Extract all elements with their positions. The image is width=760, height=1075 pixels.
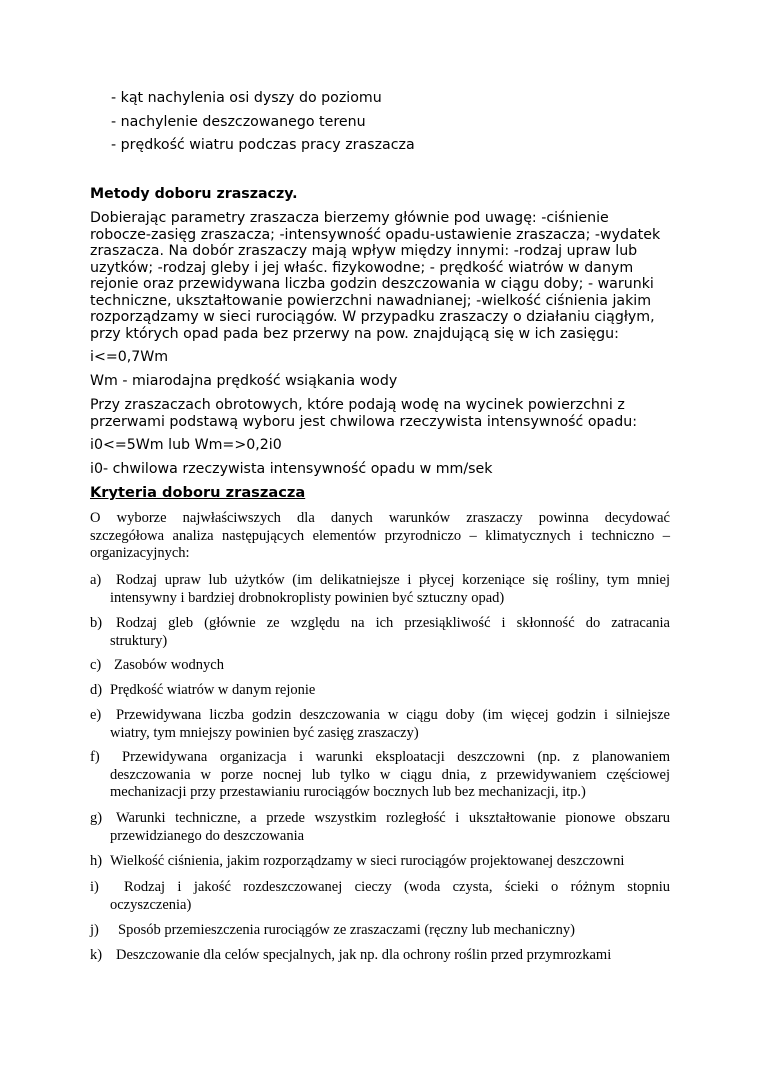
paragraph-line: przy których opad pada bez przerwy na pow. znajdującą się w ich zasięgu: <box>90 325 619 342</box>
list-item <box>90 615 670 650</box>
criteria-heading: Kryteria doboru zraszacza <box>90 484 306 501</box>
list-item-label: h) <box>90 853 103 869</box>
paragraph-line: uzytków; -rodzaj gleby i jej właśc. fizykowodne; - prędkość wiatrów w danym <box>90 259 634 276</box>
list-item-line: Zasobów wodnych <box>114 657 224 673</box>
list-item-label: g) <box>90 810 103 826</box>
bullet-item: - kąt nachylenia osi dyszy do poziomu <box>111 90 382 106</box>
list-item <box>90 947 670 965</box>
list-item-label: c) <box>90 657 102 673</box>
list-item-line: Wielkość ciśnienia, jakim rozporządzamy w sieci rurociągów projektowanej deszczowni <box>110 853 625 869</box>
list-item <box>90 922 670 940</box>
list-item-label: d) <box>90 682 103 698</box>
list-item-label: k) <box>90 947 103 963</box>
list-item <box>90 572 670 607</box>
list-item-line: deszczowania w porze nocnej lub tylko w ciągu dnia, z przewidywaniem częściowej <box>110 766 670 783</box>
paragraph-line: robocze-zasięg zraszacza; -intensywność opadu-ustawienie zraszacza; -wydatek <box>90 226 661 243</box>
list-item-line: Rodzaj i jakość rozdeszczowanej cieczy (woda czysta, ścieki o różnym stopniu <box>124 879 670 895</box>
intro-line: O wyborze najwłaściwszych dla danych warunków zraszaczy powinna decydować <box>90 510 670 526</box>
list-item-line: mechanizacji przy przestawianiu rurociągów bocznych lub bez mechanizacji, itp.) <box>110 784 586 801</box>
list-item-line: Przewidywana liczba godzin deszczowania w ciągu doby (im więcej godzin i silniejsze <box>116 707 670 723</box>
list-item-label: a) <box>90 572 102 588</box>
list-item <box>90 657 670 675</box>
list-item-line: Warunki techniczne, a przede wszystkim rozległość i ukształtowanie pionowe obszaru <box>116 810 670 826</box>
list-item <box>90 879 670 914</box>
rotary-paragraph <box>90 397 670 430</box>
list-item-line: Deszczowanie dla celów specjalnych, jak np. dla ochrony roślin przed przymrozkami <box>116 947 612 963</box>
paragraph-line: Przy zraszaczach obrotowych, które podają wodę na wycinek powierzchni z <box>90 397 625 413</box>
list-item-label: j) <box>90 922 99 938</box>
list-item-line: Prędkość wiatrów w danym rejonie <box>110 682 316 698</box>
formula-1: i<=0,7Wm <box>90 349 169 365</box>
intro-line: organizacyjnych: <box>90 545 190 562</box>
list-item-line: Sposób przemieszczenia rurociągów ze zraszaczami (ręczny lub mechaniczny) <box>118 922 575 938</box>
list-item <box>90 682 670 700</box>
methods-paragraph <box>90 210 670 342</box>
paragraph-line: techniczne, ukształtowanie powierzchni nawadnianej; -wielkość ciśnienia jakim <box>90 292 652 309</box>
list-item-line: Rodzaj upraw lub użytków (im delikatniejsze i płycej korzeniące się rośliny, tym mniej <box>116 572 670 588</box>
list-item-line: oczyszczenia) <box>110 896 192 913</box>
list-item-line: przewidzianego do deszczowania <box>110 827 305 844</box>
list-item <box>90 810 670 845</box>
list-item-label: b) <box>90 615 103 631</box>
list-item-line: Przewidywana organizacja i warunki eksploatacji deszczowni (np. z planowaniem <box>122 749 670 765</box>
formula-2-description: i0- chwilowa rzeczywista intensywność opadu w mm/sek <box>90 461 493 477</box>
list-item-line: wiatry, tym mniejszy powinien być zasięg zraszaczy) <box>110 724 419 741</box>
paragraph-line: Dobierając parametry zraszacza bierzemy głównie pod uwagę: -ciśnienie <box>90 210 609 226</box>
formula-1-description: Wm - miarodajna prędkość wsiąkania wody <box>90 373 398 389</box>
formula-2: i0<=5Wm lub Wm=>0,2i0 <box>90 437 282 453</box>
list-item-label: f) <box>90 749 100 765</box>
list-item-label: i) <box>90 879 99 895</box>
list-item <box>90 853 670 871</box>
paragraph-line: rejonie oraz przewidywana liczba godzin deszczowania w ciągu doby; - warunki <box>90 276 654 292</box>
list-item-line: intensywny i bardziej drobnokroplisty powinien być sztuczny opad) <box>110 589 505 606</box>
list-item-line: Rodzaj gleb (głównie ze względu na ich przesiąkliwość i skłonność do zatracania <box>116 615 670 631</box>
bullet-item: - prędkość wiatru podczas pracy zraszacza <box>111 137 415 154</box>
bullet-item: - nachylenie deszczowanego terenu <box>111 113 366 130</box>
paragraph-line: rozporządzamy w sieci rurociągów. W przypadku zraszaczy o działaniu ciągłym, <box>90 309 655 325</box>
intro-line: szczegółowa analiza następujących elementów przyrodniczo – klimatycznych i techniczno – <box>90 527 670 544</box>
bullet-list <box>111 90 711 161</box>
list-item <box>90 749 670 802</box>
list-item-line: struktury) <box>110 632 168 649</box>
criteria-intro <box>90 510 670 563</box>
list-item-label: e) <box>90 707 102 723</box>
paragraph-line: zraszacza. Na dobór zraszaczy mają wpływ między innymi: -rodzaj upraw lub <box>90 243 638 259</box>
paragraph-line: przerwami podstawą wyboru jest chwilowa rzeczywista intensywność opadu: <box>90 413 637 430</box>
list-item <box>90 707 670 742</box>
methods-heading: Metody doboru zraszaczy. <box>90 186 298 202</box>
